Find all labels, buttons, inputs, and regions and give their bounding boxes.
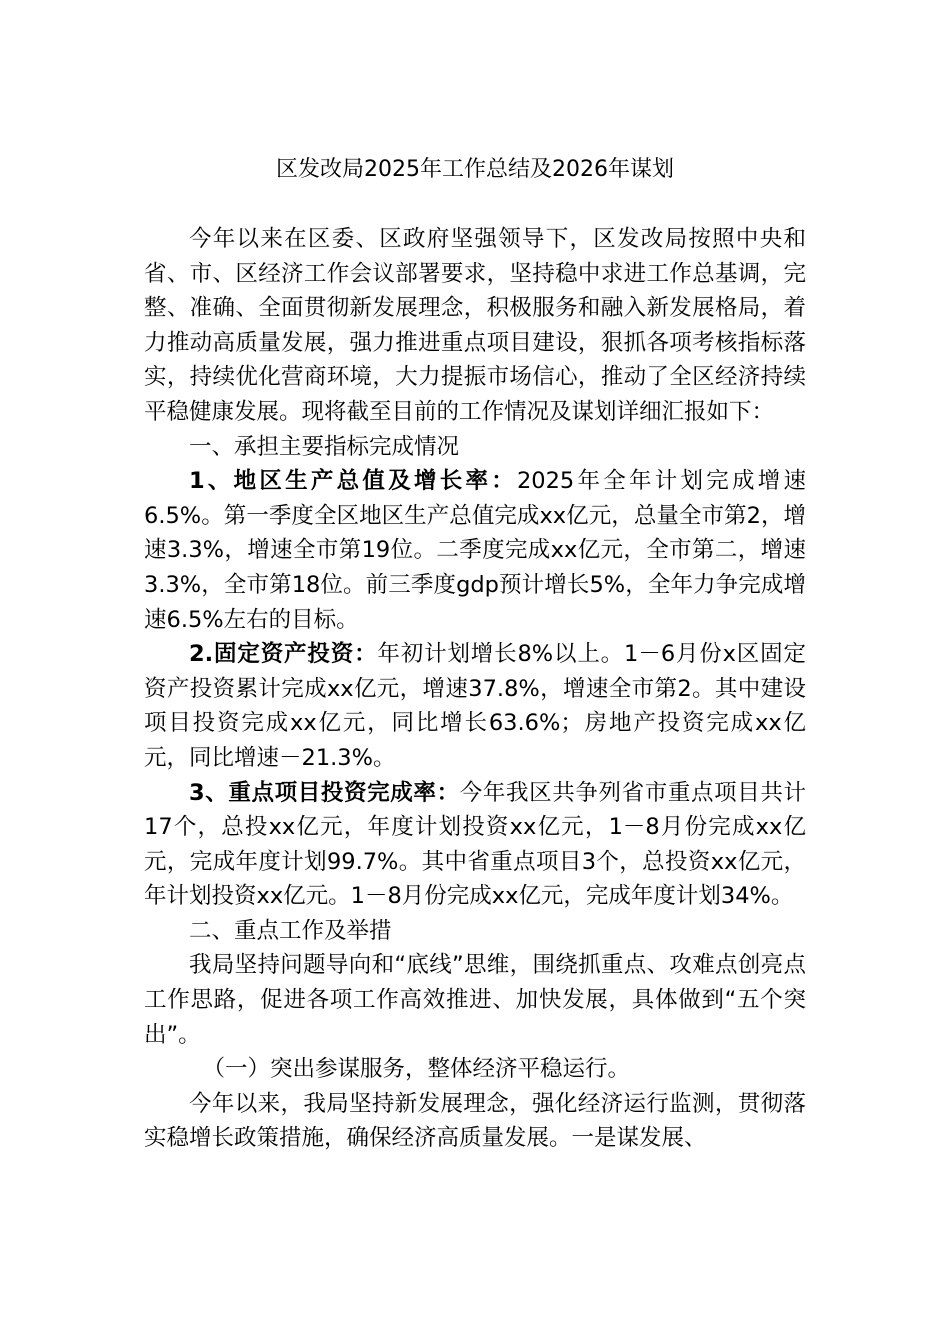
indicator-item-3 [144, 776, 806, 914]
section2-intro-paragraph: 我局坚持问题导向和“底线”思维，围绕抓重点、攻难点创亮点工作思路，促进各项工作高效推进、加快发展，具体做到“五个突出”。 [144, 952, 806, 1048]
indicator-label-1: 1、地区生产总值及增长率： [189, 468, 517, 495]
intro-paragraph: 今年以来在区委、区政府坚强领导下，区发改局按照中央和省、市、区经济工作会议部署要求，坚持稳中求进工作总基调，完整、准确、全面贯彻新发展理念，积极服务和融入新发展格局，着力推动高质量发展，强力推进重点项目建设，狠抓各项考核指标落实，持续优化营商环境，大力提振市场信心，推动了全区经济持续平稳健康发展。现将截至目前的工作情况及谋划详细汇报如下： [144, 226, 806, 425]
indicator-text-2: 年初计划增长8%以上。1－6月份x区固定资产投资累计完成xx亿元，增速37.8%，增速全市第2。其中建设项目投资完成xx亿元，同比增长63.6%；房地产投资完成xx亿元，同比增速－21.3%。 [144, 641, 806, 771]
indicator-text-1: 2025年全年计划完成增速6.5%。第一季度全区地区生产总值完成xx亿元，总量全市第2，增速3.3%，增速全市第19位。二季度完成xx亿元，全市第二，增速3.3%，全市第18位。前三季度gdp预计增长5%，全年力争完成增速6.5%左右的目标。 [144, 468, 806, 633]
subsection1-paragraph: 今年以来，我局坚持新发展理念，强化经济运行监测，贯彻落实稳增长政策措施，确保经济高质量发展。一是谋发展、 [144, 1090, 806, 1152]
section-heading-2: 二、重点工作及举措 [189, 917, 392, 944]
indicator-label-2: 2.固定资产投资： [189, 641, 378, 668]
indicator-item-2 [144, 637, 806, 775]
indicator-label-3: 3、重点项目投资完成率： [189, 779, 460, 806]
indicator-text-3: 今年我区共争列省市重点项目共计17个，总投xx亿元，年度计划投资xx亿元，1－8月份完成xx亿元，完成年度计划99.7%。其中省重点项目3个，总投资xx亿元，年计划投资xx亿元。1－8月份完成xx亿元，完成年度计划34%。 [144, 779, 806, 910]
indicator-item-1 [144, 464, 806, 637]
document-body [144, 222, 806, 1156]
section-heading-1: 一、承担主要指标完成情况 [189, 433, 460, 460]
subsection-heading-1: （一）突出参谋服务，整体经济平稳运行。 [202, 1056, 631, 1083]
document-title: 区发改局2025年工作总结及2026年谋划 [276, 157, 674, 182]
